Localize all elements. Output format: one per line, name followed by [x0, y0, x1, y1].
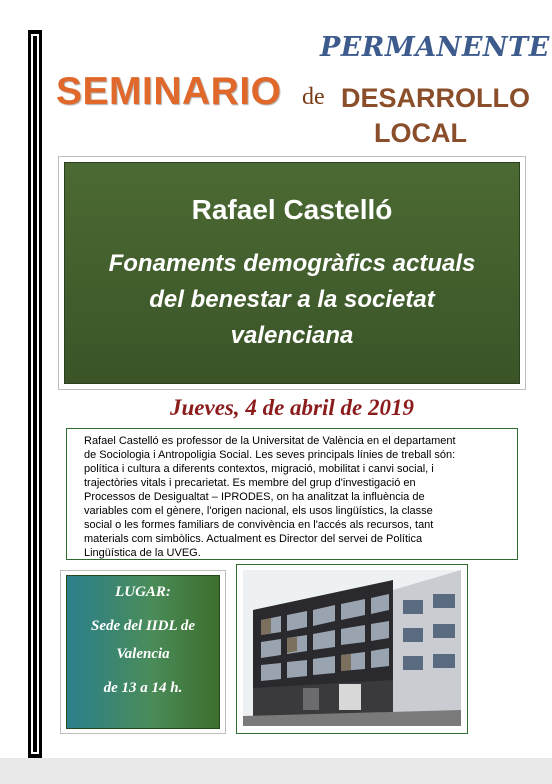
bio-line: Processos de Desigualtat – IPRODES, on ha analitzat la influència de	[84, 491, 425, 503]
bio-line: social o les formes familiars de convivència en l'accés als recursos, tant	[84, 519, 434, 531]
bio-line: materials com simbòlics. Actualment es Director del servei de Política	[84, 533, 423, 545]
bio-text	[84, 434, 516, 560]
talk-title	[64, 246, 520, 354]
bio-line: Lingüística de la UVEG.	[84, 547, 201, 559]
heading-permanente: PERMANENTE	[320, 32, 550, 63]
bio-line: Rafael Castelló es professor de la Universitat de València en el departament	[84, 435, 456, 447]
venue-place-line1: Sede del IIDL de	[90, 618, 195, 634]
heading-de: de	[302, 84, 325, 110]
bio-line: de Sociologia i Antropoligia Social. Les seves principals línies de treball són:	[84, 449, 456, 461]
event-date: Jueves, 4 de abril de 2019	[169, 395, 414, 420]
talk-title-line: valenciana	[230, 322, 354, 349]
venue-label: LUGAR:	[115, 584, 171, 600]
venue-place-line2: Valencia	[116, 646, 170, 662]
heading-local: LOCAL	[374, 118, 467, 148]
building-photo	[243, 570, 461, 726]
bio-line: política i cultura a diferents contextos, migració, mobilitat i canvi social, i	[84, 463, 434, 475]
talk-title-line: Fonaments demogràfics actuals	[108, 250, 476, 277]
bio-line: trajectòries vitals i precarietat. Es membre del grup d'investigació en	[84, 477, 416, 489]
heading-seminario: SEMINARIO	[56, 70, 282, 113]
talk-title-line: del benestar a la societat	[149, 286, 435, 313]
venue-time: de 13 a 14 h.	[103, 680, 183, 696]
left-bar-core-line	[33, 36, 37, 752]
speaker-name: Rafael Castelló	[191, 194, 393, 225]
heading-desarrollo: DESARROLLO	[341, 83, 530, 113]
bottom-margin	[0, 758, 552, 784]
bio-line: variables com el gènere, l'origen nacional, els usos lingüístics, la classe	[84, 505, 433, 517]
